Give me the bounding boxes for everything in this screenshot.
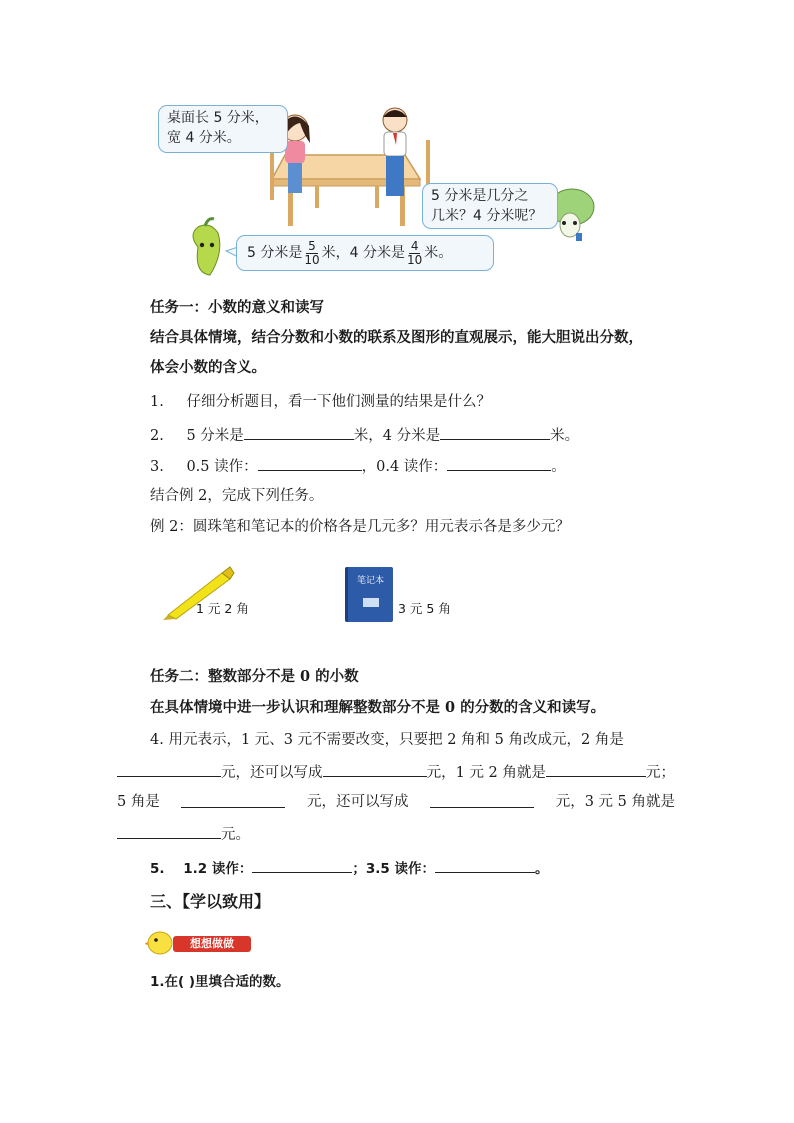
bubble-text-line: 5 分米是几分之 [431, 188, 529, 204]
question-number: 5. [150, 861, 165, 877]
pen-price: 1 元 2 角 [196, 601, 249, 616]
bubble-text-line: 宽 4 分米。 [167, 130, 241, 146]
section3-question-1: 1.在( )里填合适的数。 [150, 974, 290, 990]
task1-desc-line1: 结合具体情境，结合分数和小数的联系及图形的直观展示，能大胆说出分数， [150, 329, 643, 346]
answer-blank[interactable] [258, 455, 362, 471]
bubble-text: 米。 [424, 245, 453, 261]
question-3 [150, 455, 566, 477]
fraction-denominator: 10 [304, 252, 320, 267]
question-4-line3 [117, 792, 675, 812]
bubble-text: 米，4 分米是 [321, 245, 405, 261]
answer-blank[interactable] [244, 424, 354, 440]
task2-desc: 在具体情境中进一步认识和理解整数部分不是 0 的分数的含义和读写。 [150, 699, 606, 716]
question-text: 米，4 分米是 [353, 428, 441, 444]
answer-blank[interactable] [181, 792, 285, 808]
notebook-price: 3 元 5 角 [398, 601, 451, 616]
bubble-text-line: 几米？4 分米呢？ [431, 208, 543, 224]
answer-blank[interactable] [117, 761, 221, 777]
fraction-denominator: 10 [407, 252, 423, 267]
question-number: 3. [150, 459, 164, 475]
question-text: 元，还可以写成 [307, 794, 409, 810]
answer-speech-bubble [236, 235, 494, 271]
question-5 [150, 857, 548, 879]
example-intro: 结合例 2，完成下列任务。 [150, 488, 324, 504]
notebook-title: 笔记本 [356, 576, 384, 586]
question-text: 0.5 读作： [186, 459, 258, 475]
answer-blank[interactable] [447, 455, 551, 471]
question-text: 5 分米是 [186, 428, 244, 444]
question-text: 元； [646, 765, 675, 781]
fraction-numerator: 5 [308, 238, 316, 253]
answer-blank[interactable] [117, 823, 221, 839]
task2-title: 任务二：整数部分不是 0 的小数 [150, 668, 359, 685]
girl-speech-bubble [158, 105, 288, 153]
notebook-icon [345, 567, 393, 622]
answer-blank[interactable] [323, 761, 427, 777]
question-2 [150, 424, 579, 446]
answer-blank[interactable] [440, 424, 550, 440]
task1-title: 任务一：小数的意义和读写 [150, 299, 324, 316]
fraction-5-10 [304, 240, 319, 267]
task1-desc-line2: 体会小数的含义。 [150, 359, 266, 376]
question-text: 元，3 元 5 角就是 [555, 794, 675, 810]
fraction-4-10 [407, 240, 422, 267]
notebook-label [363, 598, 379, 607]
answer-blank[interactable] [546, 761, 646, 777]
question-text: 元。 [221, 827, 250, 843]
fraction-numerator: 4 [410, 238, 419, 253]
question-text: 1.2 读作： [183, 861, 253, 877]
question-text: 米。 [550, 428, 580, 444]
practice-badge: 想想做做 [173, 936, 251, 952]
section3-title: 三、【学以致用】 [150, 892, 271, 911]
question-text: 元，1 元 2 角就是 [426, 765, 546, 781]
question-1 [150, 392, 491, 412]
question-text: 。 [551, 459, 566, 475]
question-text: 元，还可以写成 [221, 765, 323, 781]
question-4-line4 [117, 823, 250, 845]
question-text: 仔细分析题目，看一下他们测量的结果是什么？ [186, 394, 491, 410]
question-text: ，0.4 读作： [361, 459, 448, 475]
answer-blank[interactable] [252, 857, 352, 873]
illustration [150, 95, 610, 285]
question-text: 。 [534, 861, 549, 877]
question-4-line1: 4. 用元表示，1 元、3 元不需要改变，只要把 2 角和 5 角改成元，2 角是 [150, 732, 624, 748]
cabbage-speech-bubble [422, 183, 558, 229]
bubble-text-line: 桌面长 5 分米， [167, 110, 269, 126]
question-text: ；3.5 读作： [352, 861, 435, 877]
chick-icon [145, 928, 175, 956]
answer-blank[interactable] [430, 792, 534, 808]
question-4-line2 [117, 761, 675, 783]
bubble-text: 5 分米是 [247, 245, 303, 261]
question-number: 2. [150, 428, 164, 444]
question-number: 1. [150, 394, 164, 410]
question-text: 5 角是 [117, 794, 160, 810]
example-2: 例 2：圆珠笔和笔记本的价格各是几元多？用元表示各是多少元？ [150, 519, 570, 535]
answer-blank[interactable] [435, 857, 535, 873]
